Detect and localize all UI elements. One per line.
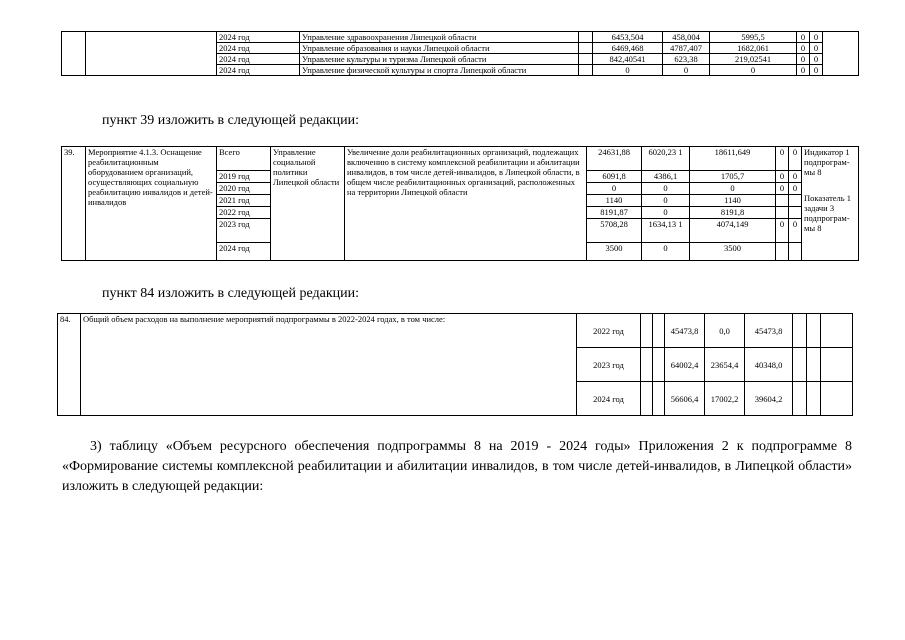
value-cell: [776, 243, 789, 261]
value-cell: 4074,149: [690, 219, 776, 243]
value-cell: 6091,8: [587, 171, 642, 183]
value-cell: [776, 195, 789, 207]
value-cell: 1682,061: [710, 43, 797, 54]
value-cell: 8191,87: [587, 207, 642, 219]
value-cell: 6020,23 1: [642, 147, 690, 171]
value-cell: 6469,468: [593, 43, 663, 54]
year-cell: 2020 год: [217, 183, 271, 195]
value-cell: 18611,649: [690, 147, 776, 171]
org-cell: Управление здравоохранения Липецкой области: [300, 32, 579, 43]
notes-cell: [802, 147, 859, 261]
value-cell: 0: [797, 43, 810, 54]
value-cell: 0: [797, 54, 810, 65]
value-cell: 3500: [690, 243, 776, 261]
value-cell: 1634,13 1: [642, 219, 690, 243]
value-cell: 0: [663, 65, 710, 76]
value-cell: 1705,7: [690, 171, 776, 183]
value-cell: 23654,4: [705, 348, 745, 382]
value-cell: 0: [789, 171, 802, 183]
year-cell: Всего: [217, 147, 271, 171]
heading-84: пункт 84 изложить в следующей редакции:: [102, 286, 359, 301]
org-cell: Управление физической культуры и спорта Липецкой области: [300, 65, 579, 76]
row-number: 39.: [62, 147, 86, 261]
year-cell: 2023 год: [217, 219, 271, 243]
executor-cell: Управление социальной политики Липецкой области: [271, 147, 345, 261]
value-cell: 1140: [690, 195, 776, 207]
year-cell: 2024 год: [217, 32, 300, 43]
value-cell: 1140: [587, 195, 642, 207]
value-cell: 0: [776, 171, 789, 183]
heading-39: пункт 39 изложить в следующей редакции:: [102, 113, 359, 128]
year-cell: 2022 год: [217, 207, 271, 219]
value-cell: 0: [690, 183, 776, 195]
value-cell: 0: [776, 147, 789, 171]
table-84: [57, 313, 853, 416]
value-cell: 39604,2: [745, 382, 793, 416]
value-cell: 0: [810, 32, 823, 43]
value-cell: 64002,4: [665, 348, 705, 382]
value-cell: 0: [797, 65, 810, 76]
year-cell: 2022 год: [577, 314, 641, 348]
org-cell: Управление культуры и туризма Липецкой области: [300, 54, 579, 65]
value-cell: 623,38: [663, 54, 710, 65]
year-cell: 2019 год: [217, 171, 271, 183]
value-cell: 8191,8: [690, 207, 776, 219]
value-cell: 842,40541: [593, 54, 663, 65]
value-cell: 0: [810, 65, 823, 76]
value-cell: 0: [789, 183, 802, 195]
value-cell: 4787,407: [663, 43, 710, 54]
value-cell: [789, 207, 802, 219]
year-cell: 2023 год: [577, 348, 641, 382]
org-cell: Управление образования и науки Липецкой области: [300, 43, 579, 54]
value-cell: 17002,2: [705, 382, 745, 416]
table-39: [61, 146, 859, 261]
value-cell: 40348,0: [745, 348, 793, 382]
value-cell: 0: [593, 65, 663, 76]
value-cell: 0: [642, 195, 690, 207]
value-cell: 0: [642, 207, 690, 219]
value-cell: 24631,88: [587, 147, 642, 171]
note-indicator: Индикатор 1 подпрограм-мы 8: [804, 147, 850, 177]
value-cell: 0: [789, 147, 802, 171]
year-cell: 2024 год: [217, 65, 300, 76]
year-cell: 2024 год: [217, 43, 300, 54]
year-cell: 2024 год: [217, 243, 271, 261]
value-cell: 0: [642, 183, 690, 195]
value-cell: 4386,1: [642, 171, 690, 183]
value-cell: 3500: [587, 243, 642, 261]
value-cell: 0: [810, 54, 823, 65]
value-cell: 5708,28: [587, 219, 642, 243]
year-cell: 2024 год: [217, 54, 300, 65]
value-cell: 219,02541: [710, 54, 797, 65]
measure-cell: Мероприятие 4.1.3. Оснащение реабилитационным оборудованием организаций, осуществляющих социальную реабилитацию инвалидов и детей-инвалидов: [86, 147, 217, 261]
note-indicator-2: Показатель 1 задачи 3 подпрограм-мы 8: [804, 193, 852, 233]
value-cell: 0: [789, 219, 802, 243]
indicator-cell: Увеличение доли реабилитационных организаций, подлежащих включению в систему комплексной реабилитации и абилитации инвалидов, в том числе детей-инвалидов, в Липецкой области, в общем числе реабилитационных организаций, расположенных на территории Липецкой области: [345, 147, 587, 261]
value-cell: 6453,504: [593, 32, 663, 43]
value-cell: 0: [587, 183, 642, 195]
value-cell: 45473,8: [745, 314, 793, 348]
value-cell: 0: [776, 219, 789, 243]
value-cell: 56606,4: [665, 382, 705, 416]
value-cell: 0: [710, 65, 797, 76]
value-cell: 458,004: [663, 32, 710, 43]
table-top: [61, 31, 859, 76]
total-text-cell: Общий объем расходов на выполнение мероприятий подпрограммы в 2022-2024 годах, в том числе:: [81, 314, 577, 416]
value-cell: 0,0: [705, 314, 745, 348]
value-cell: [789, 195, 802, 207]
table-row: [62, 147, 859, 171]
table-row: [62, 32, 859, 43]
row-number: 84.: [58, 314, 81, 416]
value-cell: 0: [642, 243, 690, 261]
value-cell: 45473,8: [665, 314, 705, 348]
paragraph-3: 3) таблицу «Объем ресурсного обеспечения подпрограммы 8 на 2019 - 2024 годы» Приложения 2 к подпрограмме 8 «Формирование системы комплексной реабилитации и абилитации инвалидов, в том числе детей-инвалидов, в Липецкой области» изложить в следующей редакции:: [62, 439, 852, 494]
value-cell: 0: [797, 32, 810, 43]
value-cell: [789, 243, 802, 261]
value-cell: 0: [810, 43, 823, 54]
value-cell: 5995,5: [710, 32, 797, 43]
table-row: [58, 314, 853, 348]
year-cell: 2024 год: [577, 382, 641, 416]
value-cell: 0: [776, 183, 789, 195]
value-cell: [776, 207, 789, 219]
year-cell: 2021 год: [217, 195, 271, 207]
